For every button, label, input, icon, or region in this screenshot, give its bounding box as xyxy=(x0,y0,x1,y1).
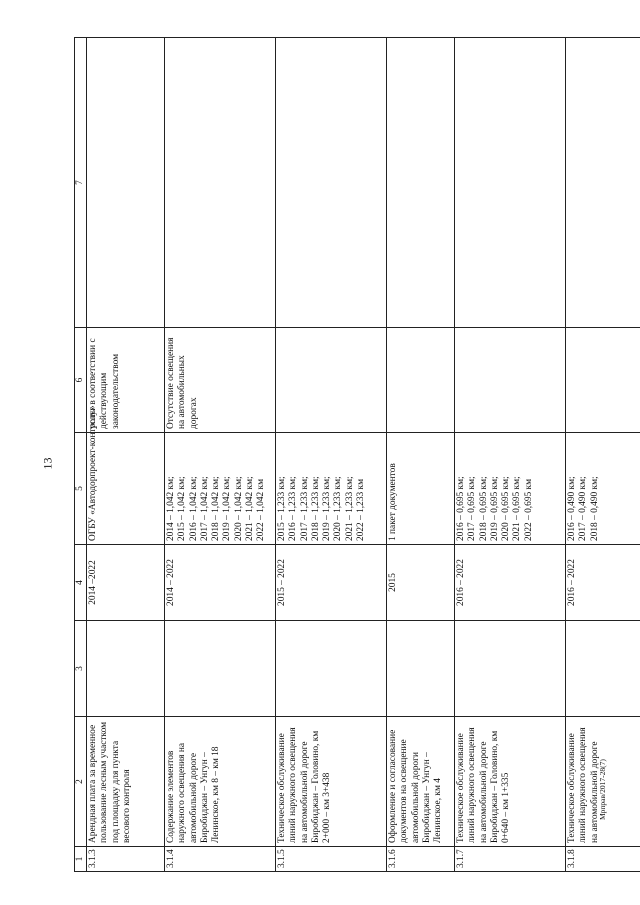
row-number-cell: 3.1.3 xyxy=(87,847,165,872)
note-cell xyxy=(387,38,455,328)
table-row xyxy=(455,38,566,872)
indicator-line: 2020 – 0,695 км; xyxy=(501,476,512,541)
indicator-cell xyxy=(87,405,165,545)
result-cell xyxy=(387,328,455,433)
period-cell: 2014 –2022 xyxy=(87,545,165,621)
column-header: 1 xyxy=(75,847,87,872)
activity-name-cell: Техническое обслуживание линий наружного освещения на автомобильной дороге xyxy=(566,717,640,847)
indicator-line: 2018 – 0,490 км; xyxy=(589,476,600,541)
period-cell: 2015 – 2022 xyxy=(276,545,387,621)
executor-cell xyxy=(87,621,165,717)
indicator-line: 2022 – 0,695 км xyxy=(523,478,534,541)
indicator-line: 2019 – 1,233 км; xyxy=(322,476,333,541)
executor-cell xyxy=(165,621,276,717)
executor-cell xyxy=(276,621,387,717)
note-cell xyxy=(276,38,387,328)
period-cell: 2016 – 2022 xyxy=(455,545,566,621)
activity-name-cell: Содержание элементов наружного освещения на автомобильной дороге Биробиджан – Унгун – Ленинское, км 8 – км 18 xyxy=(165,717,276,847)
result-cell: Отсутствие освещения на автомобильных дорогах xyxy=(165,328,276,433)
indicator-line: 2017 – 1,233 км; xyxy=(299,476,310,541)
activity-name-cell: Оформление и согласование документов на освещение автомобильной дороги Биробиджан – Унгун – Ленинское, км 4 xyxy=(387,717,455,847)
indicator-line: 2015 – 1,233 км; xyxy=(277,476,287,541)
executor-cell xyxy=(387,621,455,717)
indicator-line: 2019 – 1,042 км; xyxy=(222,476,233,541)
result-cell xyxy=(455,328,566,433)
indicator-line: 2016 – 0,490 км; xyxy=(567,476,577,541)
table-row xyxy=(387,38,455,872)
indicator-line: 2017 – 0,490 км; xyxy=(578,476,589,541)
indicator-line: 2016 – 1,233 км; xyxy=(288,476,299,541)
table-row xyxy=(566,38,640,872)
activity-name-cell: Техническое обслуживание линий наружного освещения на автомобильной дороге Биробиджан – Головино, км 0+640 – км 1+335 xyxy=(455,717,566,847)
indicator-line: 2016 – 0,695 км; xyxy=(456,476,466,541)
row-number-cell: 3.1.4 xyxy=(165,847,276,872)
indicator-line: 2020 – 1,233 км; xyxy=(333,476,344,541)
note-cell xyxy=(455,38,566,328)
indicator-line: 2018 – 1,233 км; xyxy=(310,476,321,541)
indicator-line: 1 пакет документов xyxy=(388,463,398,541)
period-cell: 2014 – 2022 xyxy=(165,545,276,621)
row-number-cell: 3.1.5 xyxy=(276,847,387,872)
indicator-line: ОГБУ «Автодорпроект-контроль» xyxy=(88,405,98,541)
rotated-table-container xyxy=(74,38,612,872)
executor-cell xyxy=(566,621,640,717)
indicator-cell xyxy=(566,433,640,545)
period-cell: 2015 xyxy=(387,545,455,621)
column-header: 2 xyxy=(75,717,87,847)
row-number-cell: 3.1.7 xyxy=(455,847,566,872)
indicator-cell xyxy=(387,433,455,545)
indicator-line: 2022 – 1,233 км xyxy=(356,478,367,541)
indicator-line: 2018 – 0,695 км; xyxy=(478,476,489,541)
column-number-row xyxy=(75,38,87,872)
activity-name-cell: Арендная плата за временное пользование лесным участком под площадку для пункта весового контроля xyxy=(87,717,165,847)
table-row xyxy=(165,38,276,872)
result-cell xyxy=(276,328,387,433)
margin-code-text: Мрправ/2017-28(7) xyxy=(598,759,607,820)
indicator-line: 2019 – 0,695 км; xyxy=(489,476,500,541)
indicator-line: 2017 – 0,695 км; xyxy=(467,476,478,541)
column-header: 6 xyxy=(75,328,87,433)
indicator-line: 2020 – 1,042 км; xyxy=(233,476,244,541)
indicator-cell xyxy=(455,433,566,545)
indicator-cell xyxy=(276,433,387,545)
indicator-line: 2016 – 1,042 км; xyxy=(188,476,199,541)
column-header: 4 xyxy=(75,545,87,621)
result-cell xyxy=(566,328,640,433)
column-header: 7 xyxy=(75,38,87,328)
program-table xyxy=(74,37,640,872)
indicator-line: 2021 – 0,695 км; xyxy=(512,476,523,541)
indicator-cell xyxy=(165,433,276,545)
result-cell: услуг в соответствии с действующим законодательством xyxy=(87,328,165,433)
page-number: 13 xyxy=(40,457,55,470)
activity-name-cell: Техническое обслуживание линий наружного освещения на автомобильной дороге Биробиджан – Головино, км 2+000 – км 3+438 xyxy=(276,717,387,847)
executor-cell xyxy=(455,621,566,717)
indicator-line: 2017 – 1,042 км; xyxy=(199,476,210,541)
row-number-cell: 3.1.8 xyxy=(566,847,640,872)
note-cell xyxy=(566,38,640,328)
column-header: 5 xyxy=(75,433,87,545)
indicator-line: 2021 – 1,233 км; xyxy=(344,476,355,541)
column-header: 3 xyxy=(75,621,87,717)
indicator-line: 2015 – 1,042 км; xyxy=(177,476,188,541)
table-row xyxy=(87,38,165,872)
period-cell: 2016 – 2022 xyxy=(566,545,640,621)
note-cell xyxy=(165,38,276,328)
indicator-line: 2021 – 1,042 км; xyxy=(245,476,256,541)
indicator-line: 2014 – 1,042 км; xyxy=(166,476,176,541)
row-number-cell: 3.1.6 xyxy=(387,847,455,872)
indicator-line: 2022 – 1,042 км xyxy=(256,478,267,541)
note-cell xyxy=(87,38,165,328)
indicator-line: 2018 – 1,042 км; xyxy=(211,476,222,541)
table-row xyxy=(276,38,387,872)
